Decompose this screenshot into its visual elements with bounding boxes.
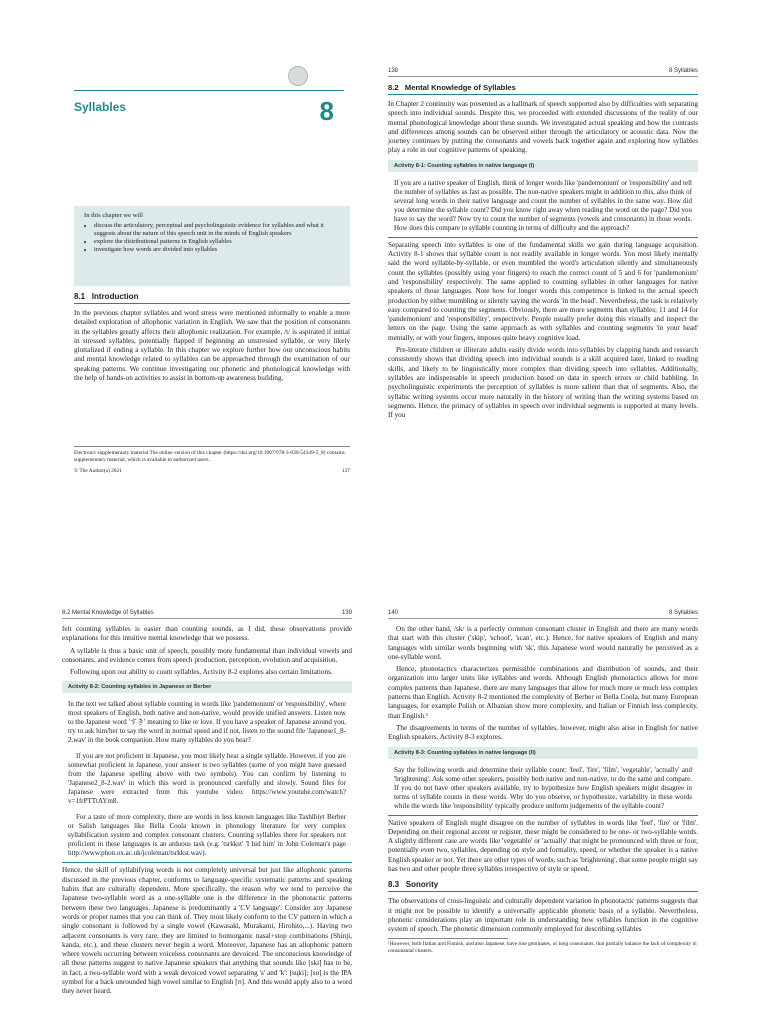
running-title: 8 Syllables [668,68,698,74]
activity-8-2-header: Activity 8-2: Counting syllables in Japanese or Berber [62,681,352,693]
section-number: 8.1 [74,292,86,301]
section-title: Introduction [91,292,139,301]
objective-item: • explore the distributional patterns in English syllables [94,238,340,246]
running-header [388,610,698,619]
section-number: 8.2 [388,83,399,92]
chapter-rule [74,90,344,91]
activity-8-2-body: For a taste of more complexity, there are words in less known languages like Tashlhiyt Berber or Salish languages like Bella Coola known in phonology literature for very complex syllabification system and complex consonant clusters. Counting syllables there for speakers not proficient in these languages is an arduous task (e.g. 'tsrkkst' 'I hid him' in John Coleman's page http://www.phon.ox.ac.uk/jcoleman/tsrkkst.wav). [68,813,346,858]
chapter-number: 8 [319,96,334,126]
activity-8-1-body: If you are a native speaker of English, think of longer words like 'pandemonium' or 'responsibility' and tell the number of syllables as fast as possible. The non-native speakers might in addition to this, also think of several long words in their native language and count the number of syllables in the same way. How did you determine the syllable count? Did you know right away when reading the word on the page? Did you have to say the word? Now try to count the number of segments (vowels and consonants) in those words. How does this compare to syllable counting in terms of difficulty and the approach? [394,178,692,232]
check-for-updates-icon[interactable] [288,66,308,86]
objective-item: • investigate how words are divided into syllables [94,246,340,254]
page-138 [388,68,698,468]
objectives-intro: In this chapter we will [84,212,143,219]
body-paragraph: Hence, phonotactics characterizes permissible combinations and distribution of sounds, and their organization into larger units like syllables and words. Although English phonotactics allows for more complex patterns than Japanese, there are many languages that allow for much more or much less complex patterns than English. Activity 8-2 mentioned the complexity of Berber or Bella Coola, but many European languages, for example Polish or Albanian show more complexity, and Italian or Finnish less complexity, than English.¹ [388,665,698,720]
running-title: 8.2 Mental Knowledge of Syllables [62,610,154,616]
running-header [388,68,698,77]
body-paragraph: Native speakers of English might disagree on the number of syllables in words like 'feel', 'fire' or 'film'. Depending on their regional accent or register, these might be considered to be one- or two-syllable words. A slightly different case are words like 'vegetable' or 'actually' that might be pronounced with three or four, potentially even two, syllables, depending on style and formality, speed, or whether the speaker is a native English speaker or not. Yet there are other types of words, such as 'brightening', that some people might say has two and other people three syllables irrespective of style or speed. [388,818,698,874]
body-paragraph: The observations of cross-linguistic and culturally dependent variation in phonotactic patterns suggests that it might not be possible to identify a universally applicable phonetic basis of a syllable. Nevertheless, phonetic considerations play an important role in understanding how syllables function in the cognitive system of speech. The phonetic dimension commonly employed for describing syllables [388,897,698,934]
activity-8-3-header: Activity 8-3: Counting syllables in native language (II) [388,747,698,759]
body-paragraph: Hence, the skill of syllabifying words is not completely universal but just like allophonic patterns discussed in the previous chapter, conforms to language-specific systematic patterns and speaking habits that are culturally dependent. More specifically, the reason why we tend to perceive the Japanese two-syllable word as a one-syllable one is the difference in the phonotactic patterns between these two languages. Japanese is predominantly a 'CV language'. Consider any Japanese words or proper names that you can think of. They most likely conform to the CV pattern in which a single consonant is followed by a single vowel (Kawasaki, Murakami, Hirohito,...). Having two adjacent consonants is very rare, they are limited to homorganic nasal+stop combinations (Shinji, kanda, etc.), and these clusters never begin a word. Moreover, Japanese has an allophonic pattern where vowels occurring between voiceless consonants are devoiced. The unconscious knowledge of all these patterns suggest to native Japanese speakers that anything that sounds like [skɨ] has to be, in fact, a two-syllable word with a weak devoiced vowel separating 's' and 'k': [su̥ki]; [su] is the IPA symbol for a back unrounded high vowel similar to English [ʊ]. And this would apply also to a word they never heard. [62,866,352,996]
section-title: Mental Knowledge of Syllables [404,83,516,92]
body-paragraph: Following upon our ability to count syllables, Activity 8-2 explores also certain limitations. [70,668,333,677]
section-paragraph: In Chapter 2 continuity was presented as a hallmark of speech supported also by difficulties with separating speech into individual sounds. Despite this, we proceeded with extended discussions of the reality of our mental phonological knowledge about these sounds. We investigated actual speaking and how the contrasts and differences among sounds can be observed either through the articulatory or acoustic data. Now the journey continues by putting the consonants and vowels back together again and exploring how syllables play a role in our cognitive patterns of speaking. [388,100,698,155]
objective-item: • discuss the articulatory, perceptual and psycholinguistic evidence for syllables and what it suggests about the nature of this speech unit in the minds of English speakers [94,222,340,238]
running-header [62,610,352,619]
activity-8-2-body: If you are not proficient in Japanese, you most likely hear a single syllable. However, if you are somewhat proficient in Japanese, your answer is two syllables (some of you might have guessed from the Japanese spelling above with two symbols). You can confirm by listening to 'Japanese2_8-2.wav' in which this word is pronounced carefully and slowly. Sound files for Japanese were extracted from this youtube video: https://www.youtube.com/watch?v=1frPTTtAYm8. [68,752,346,806]
activity-8-1-header: Activity 8-1: Counting syllables in native language (I) [388,160,698,172]
section-title: Sonority [405,880,439,890]
supplementary-footnote: Electronic supplementary material The online version of this chapter (https://doi.org/10.1007/978-3-030-54349-5_8) contains supplementary material, which is available to authorized users. [74,450,345,463]
copyright: © The Author(s) 2021 [74,468,122,474]
chapter-title: Syllables [74,100,127,114]
intro-paragraph: In the previous chapter syllables and word stress were mentioned informally to enable a more detailed exploration of allophonic variation in English. We saw that the position of consonants in the syllables greatly affects their allophonic realization. For example, /t/ is aspirated if initial in stressed syllables, potentially flapped if beginning an unstressed syllable, or very likely glottalized if ending a syllable. In this chapter we explore further how our unconscious habits and mental knowledge related to syllables can be approached through the examination of our speaking patterns. We continue investigating our phonetic and phonological knowledge with the help of hands-on activities to assist in bottom-up awareness building. [74,309,350,383]
body-paragraph: The disagreements in terms of the number of syllables, however, might also arise in English for native English speakers. Activity 8-3 explores. [388,723,698,742]
body-paragraph: Pre-literate children or illiterate adults easily divide words into syllables by clapping hands and research consistently shows that dividing speech into individual sounds is a skill acquired later, linked to reading skills, and likely to be linguistically more complex than dividing speech into syllables. Additionally, syllables are indispensable in speech production based on data in speech errors or child babbling. In psycholinguistic experiments the perception of syllables is more salient than that of segments. Also, the syllabic writing systems occur more naturally in the history of writing than the writing systems based on segments. Hence, the primacy of syllables in speech over individual segments is supported at many levels. If you [388,346,698,420]
section-number: 8.3 [388,880,400,890]
body-paragraph: Separating speech into syllables is one of the fundamental skills we gain during language acquisition. Activity 8-1 shows that syllable count is not readily available in longer words. You most likely mentally said the word syllable-by-syllable, or even mumbled the word's articulation silently and simultaneously count the syllables (possibly using your fingers) to reach the correct count of 5 and 6 for 'pandemonium' and 'responsibility' respectively. The same applied to counting syllables in other languages for native speakers of those languages. Note how for longer words this competence is linked to the actual speech production by either mumbling or silently saying the words 'in the head'. Nevertheless, the task is relatively easy compared to counting the segments. Obviously, there are more segments than syllables; 11 and 14 for 'pandemonium' and 'responsibility', respectively. People usually prefer doing this visually and inspect the letters on the page. Using the same approach as with syllables and counting segments 'in your head' mentally, or with your fingers, imposes quite heavy cognitive load. [388,240,698,342]
page-number: 139 [341,610,352,616]
section-8-1 [74,292,350,386]
body-paragraph: A syllable is thus a basic unit of speech, possibly more fundamental than individual vowels and consonants, and evidence comes from speech production, perception, evolution and acquisition. [62,646,352,664]
page-140 [388,610,698,1020]
page-137 [62,60,352,474]
body-paragraph: felt counting syllables is easier than counting sounds, as I did, these observations provide explanations for this intuitive mental knowledge that we possess. [62,625,352,643]
footnote: ¹However, both Italian and Finnish, and also Japanese, have true geminates, or long consonants, that partially balance the lack of complexity in consonantal clusters. [388,940,697,954]
page-139 [62,610,352,1020]
page-number: 138 [388,68,399,74]
page-number: 140 [388,610,399,616]
activity-8-3-body: Say the following words and determine their syllable count: 'feel', 'fire', 'film', 'vegetable', 'actually' and 'brightening'. Ask some other speakers, possibly both native and non-native, to do the same and compare. If you do not have other speakers available, try to hypothesize how English speakers might disagree in terms of syllable counts in these words. Why do you observe, or hypothesize, variability in these words while the words like 'responsibility' typically produce uniform judgements of the syllable count? [394,765,692,810]
running-title: 8 Syllables [668,610,698,616]
footnote-area [74,446,350,475]
body-paragraph: On the other hand, /sk/ is a perfectly common consonant cluster in English and there are many words that start with this cluster ('skip', 'school', 'scan', etc.). Hence, for native speakers of English and many languages with similar words beginning with 'sk', this Japanese word would naturally be perceived as a one-syllable word. [388,625,698,661]
chapter-objectives-box [74,206,350,286]
page-number: 137 [341,468,350,474]
activity-8-2-body: In the text we talked about syllable counting in words like 'pandemonium' or 'responsibility', where most speakers of English, both native and non-native, would provide unified answers. Listen now to the Japanese word 'すき' meaning to like or love. If you have a speaker of Japanese around you, try to ask him/her to say the word in normal speed and if not, listen to the sound file 'Japanese1_8-2.wav' in the book companion. How many syllables do you hear? [68,700,346,745]
